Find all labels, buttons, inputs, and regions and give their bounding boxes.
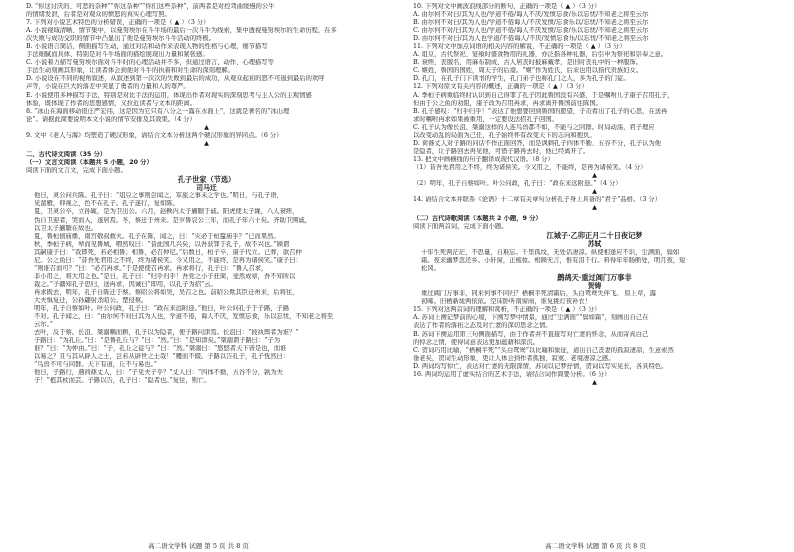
text-line: “鸟兽不可与同群。天下有道，丘不与易也。” xyxy=(34,361,157,369)
text-line: C. 孔子认为像长沮、桀溺这样的人连鸟兽都不如，不能与之同群。时局动荡，君子理应 xyxy=(413,123,655,131)
text-line: 冉求既去，明年，孔子自陈迁于蔡。蔡昭公将如吴，吴召之也。前昭公欺其臣迁州来，后将往， xyxy=(34,288,299,296)
page-footer: 高二语文学科 试题 第 5 页 共 8 页 xyxy=(148,542,249,550)
text-line: B. 苏词下阕运用第三句侧面描写，由于作者并不直接写对亡妻的怀念，从而寄真白己 xyxy=(413,330,649,338)
text-line: 8. “冰山在海面移动很庄严宏伟，这是因为它只有八分之一露在水面上”，这就是著名的“冰山理 xyxy=(26,107,290,115)
poem-body xyxy=(413,249,776,273)
text-line: A. 由尔何不对曰/其为人也/学道不倦/诲人不厌/发愤忘食/乐以忘忧/不知老之将至云尔 xyxy=(413,11,649,19)
text-line: 表达了作者的落拓之态及对亡妻的深切思念之情。 xyxy=(413,322,552,330)
right-page xyxy=(397,0,794,552)
text-line: 子！”植其杖而芸。子路以告，孔子曰：“隐者也。”复往，则亡。 xyxy=(34,377,211,385)
text-line: 霜。夜来幽梦忽还乡。小轩窗，正梳妆。相顾无言，惟有泪千行。料得年年肠断处，明月夜，短 xyxy=(421,256,686,264)
text-line: D. “你这讨厌的、可恶的杂种”“你这杂种”“你们这些杂种”，前两者是对控驾曲缓慢的公牛 xyxy=(26,3,275,10)
text-line: 体验，既体现了作者的思想感情，又拉近读者与文本的距离。 xyxy=(26,99,197,107)
text-line: D. 荷蓧丈人对子路的问话不作正面回答，而是讽刺孔子四体不勤、五谷不分，孔子认为他 xyxy=(413,139,662,147)
text-line: 裁之。”子赣知孔子思归，送冉求，因诫曰“即用，以孔子为招”云。 xyxy=(34,280,217,288)
text-line: 10. 下列对文中画波浪线部分的断句，正确的一项是（ ▲ ）（3 分） xyxy=(413,3,601,10)
instruction-text: 阅读下面的文言文，完成下面小题。 xyxy=(26,166,127,174)
text-line: 伪自卫迎者，哭而入，遂居焉。冬，蔡迁于州来。是岁鲁哀公三年，而孔子年六十矣。齐助卫围戚， xyxy=(34,216,312,224)
text-line: 松冈。 xyxy=(421,264,440,272)
text-line: 的情绪发泄，后者是对观众的愤怒的真实心理写照。 xyxy=(26,11,171,19)
text-line: 初晞。旧栖新垅两依依。空床卧听南窗雨，谁复挑灯夜补衣！ xyxy=(421,298,592,306)
page-footer: 高二语文学科 试题 第 6 页 共 8 页 xyxy=(545,542,646,550)
text-line: D. 孔门，在孔子门下读书的学生，孔门弟子也称孔门之人，多为孔子的门徒。 xyxy=(413,75,630,83)
text-line: B. 小说语言简洁，侧面描写生动，通过对话和动作来表现人物的性格与心理，细节描写 xyxy=(26,43,268,51)
text-line: 夏，卫灵公卒，立孙辄，是为卫出公。六月，赵鞅内太子蒯聩于戚。阳虎使太子絻，八人衰绖， xyxy=(34,208,299,216)
text-line: 手法生动刻画其形象，让读者体会到他对斗牛的执着和对生命的深刻理解。 xyxy=(26,67,234,75)
text-line: 不对。孔子闻之，曰：“由尔何不对曰其为人也，学道不倦，诲人不厌，发愤忘食，乐以忘忧，不知老之将至 xyxy=(34,313,334,321)
text-line: 手法细腻而具体，特别是对斗牛场面的描绘展现出力量和紧张感。 xyxy=(26,51,209,59)
text-line: B. 孔子感叹：“归乎归乎！”表达了他想要回到鲁国的愿望，子贡看出了孔子的心思，在送冉 xyxy=(413,107,668,115)
answer-marker: ▲ xyxy=(592,378,597,386)
text-line: 14. 请结合文本并联系《论语》十二章有关章句分析孔子身上具备的“君子”品格。（3 分） xyxy=(413,196,661,204)
passage-author: 司马迁 xyxy=(196,183,217,192)
answer-marker: ▲ xyxy=(592,204,597,212)
text-line: 以卫太子蒯聩在故也。 xyxy=(34,224,97,232)
text-line: “则谁召而可？”曰：“必召冉求。”于是使使召冉求。冉求将行，孔子曰：“鲁人召求， xyxy=(34,264,268,272)
section-heading: 二、古代诗文阅读（35 分） xyxy=(26,150,107,158)
text-line: 垂老矣，贺词生动形象，更让人体会到作者孤独、寂寞、老境凄凉之感。 xyxy=(413,354,615,362)
right-questions xyxy=(413,3,776,212)
text-line: B. 衰绖，丧服名，用麻布制成，古人居丧时披麻戴孝，是旧时丧礼中的一种服饰。 xyxy=(413,59,643,67)
text-line: C. 姬姓，鲁国的国姓，周天子的后裔。“姬”作为姓氏，后来也用以指代贵族妇女。 xyxy=(413,67,643,75)
text-line: 他日，子路行，遇荷蓧丈人，曰：“子见夫子乎？”丈人曰：“四体不勤，五谷不分，孰为夫 xyxy=(34,369,283,377)
text-line: A. 季桓子病重临终时认识到自己得罪了孔子因此鲁国没有兴盛，于是嘱咐儿子康子召用孔子， xyxy=(413,91,674,99)
text-line: 非小用之，将大用之也。”是日，孔子曰：“归乎归乎！吾党之小子狂简，斐然成章，吾不知所以 xyxy=(34,272,296,280)
text-line: 次失败与成功交织的情节中凸显出了他是曼努埃尔斗牛活动的终极。 xyxy=(26,35,215,43)
text-line: 谁？”曰：“为仲由。”曰：“子，孔丘之徒与？”曰：“然。”桀溺曰：“悠悠者天下皆是也，而谁 xyxy=(34,345,287,353)
text-line: 但由于公之鱼的劝阻，康子改为召用冉求，冉求离开鲁国前往陈国。 xyxy=(413,99,602,107)
text-line: 声等，小说在巨大的落差中突显了勇者的力量和人的尊严。 xyxy=(26,83,190,91)
text-line: 大夫惧复迁，公孙翩射杀昭公。楚侵蔡。 xyxy=(34,297,148,304)
right-questions xyxy=(413,306,776,386)
poem-body xyxy=(413,290,776,306)
text-line: 以易之？且与其从辟人之士，岂若从辟世之士哉！”耰而不辍。子路以告孔子，孔子怃然曰： xyxy=(34,353,290,361)
text-line: （2）明年，孔子自蔡如叶。叶公问政，孔子曰：“政在来远附迩。”（4 分） xyxy=(413,180,622,188)
subsection-heading: （二）古代诗歌阅读（本题共 2 小题，9 分） xyxy=(413,215,542,223)
passage-body xyxy=(26,192,387,385)
instruction-text: 阅读下面两首词，完成下面小题。 xyxy=(413,223,508,231)
text-line: 16. 两词均运用了虚实结合的艺术手法，请结合词作简要分析。（6 分） xyxy=(413,370,611,378)
text-line: 秋，季桓子病，辇而见鲁城，喟然叹曰：“昔此国几兴矣，以吾获罪于孔子，故不兴也。”顾谓 xyxy=(34,240,290,248)
answer-marker: ▲ xyxy=(204,123,209,131)
text-line: D. 两词均写悼亡，表达对亡妻的无限深情，苏词以记梦抒情，贺词以写实见长，各具特色。 xyxy=(413,362,668,370)
text-line: 明年，孔子自蔡如叶。叶公问政，孔子曰：“政在来远附迩。”他日，叶公问孔子于子路，子路 xyxy=(34,305,290,313)
answer-marker: ▲ xyxy=(204,139,209,147)
text-line: 以改变动乱的局面为己任，孔子始终怀有改变天下的志向和抱负。 xyxy=(413,131,596,139)
text-line: C. 贺词巧用比喻，“梧桐半死”“头白鸳鸯”以比喻和象征，道出自己丧妻的孤寂凄凉，生意索然 xyxy=(413,346,674,354)
text-line: 他日，灵公问兵陈。孔子曰：“俎豆之事则尝闻之，军旅之事未之学也。”明日，与孔子语， xyxy=(34,192,283,200)
text-line: 7. 下列对小说艺术特色的分析错误，正确的一项是（ ▲ ）（3 分） xyxy=(26,19,210,27)
subsection-heading: （一）文言文阅读（本题共 5 小题，20 分） xyxy=(26,158,153,166)
text-line: 尼。公之鱼曰：“昔吾先君用之不终，终为诸侯笑。今又用之，不能终，是再为诸侯笑。”康子曰： xyxy=(34,256,302,264)
text-line: 9. 文中《老人与海》均塑造了硬汉形象，请结合文本分析这两个硬汉形象的异同点。（6 分） xyxy=(26,131,283,139)
text-line: 夏，鲁桓僖庙燔，南宫敬叔救火。孔子在陈，闻之，曰：“灾必于桓釐庙乎？”已而果然。 xyxy=(34,232,280,240)
text-line: 十年生死两茫茫，不思量，自难忘。千里孤坟，无处话凄凉。纵使相逢应不识，尘满面，鬓如 xyxy=(421,248,680,256)
text-line: 见蜚雁，仰视之，色不在孔子。孔子遂行，复如陈。 xyxy=(34,200,179,208)
text-line: 15. 下列对这两首词的理解和赏析，不正确的一项是（ ▲ ）（3 分） xyxy=(413,306,601,314)
poem-title: 江城子·乙卯正月二十日夜记梦 xyxy=(546,231,643,241)
text-line: 其嗣康子曰：“我即死，若必相鲁；相鲁，必召仲尼。”后数日，桓子卒，康子代立。已葬，欲召仲 xyxy=(34,248,302,256)
passage-title: 孔子世家（节选） xyxy=(177,174,236,184)
text-line: 11. 下列对文中加点词语的相关内容的解说，不正确的一项是（ ▲ ）（3 分） xyxy=(413,43,626,51)
text-line: 12. 下列对原文有关内容的概述，正确的一项是（ ▲ ）（3 分） xyxy=(413,83,588,91)
poem-author: 苏轼 xyxy=(587,240,602,249)
text-line: A. 俎豆，古代祭祀、宴飨时盛食物用的礼器，亦泛指各种礼器，后引申为祭祀和崇奉之意。 xyxy=(413,51,668,59)
text-line: 重过阊门万事非，同来何事不同归？梧桐半死清霜后，头白鸳鸯失伴飞。 原上草，露 xyxy=(421,290,656,298)
answer-marker: ▲ xyxy=(592,188,597,196)
answer-marker: ▲ xyxy=(592,171,597,179)
poem-title: 鹧鸪天·重过阊门万事非 xyxy=(557,272,632,282)
text-line: E. 小说使用多种描写手法，特别是对比手法的运用，体现出作者对现实的深刻思考与主人公的主观情感 xyxy=(26,91,312,99)
text-line: 的悼念之情，使得词意表达更加蕴藉和深沉。 xyxy=(413,338,539,346)
left-questions xyxy=(26,3,387,148)
text-line: A. 苏词上阕记梦前的心境，下阕写梦中情景，通过“尘满面”“鬓如霜”，刻画出自己在 xyxy=(413,314,649,322)
text-line: 13. 把文中画横线的句子翻译成现代汉语。（8 分） xyxy=(413,155,554,163)
text-line: C. 小说着力描写曼努埃尔面对斗牛时的心理活动并不多，但通过语言、动作、心理描写等 xyxy=(26,59,274,67)
text-line: 云尔。” xyxy=(34,321,53,329)
text-line: D. 由尔何不对曰/其为人也学道/不倦诲人/不厌/发愤忘食乐/以忘忧/不知老之将至云尔 xyxy=(413,35,649,43)
poem-author: 贺铸 xyxy=(587,281,602,290)
text-line: D. 小说设在不同的视角叙述，从叙述到第一次次的失败到最后的成功，从观众起初的怒不可遏到最后的欢呼 xyxy=(26,75,325,83)
text-line: C. 由尔何不对/曰其为人也/学道不倦/诲人不厌发愤/忘食/乐以忘忧/不知老之将至云尔 xyxy=(413,27,649,35)
text-line: 去叶，反于蔡。长沮、桀溺耦而耕，孔子以为隐者，使子路问津焉。长沮曰：“彼执舆者为谁？” xyxy=(34,329,299,337)
text-line: 子路曰：“为孔丘。”曰：“是鲁孔丘与？”曰：“然。”曰：“是知津矣。”桀溺谓子路曰：“子为 xyxy=(34,337,281,345)
text-line: 是隐者，让子路回去再见他，可惜子路再去时，他已经离开了。 xyxy=(413,147,590,155)
text-line: 求时嘱咐冉求如果被重用，一定要设法招孔子回国。 xyxy=(413,115,558,123)
text-line: 论”。请据此简要说明本文小说的情节安排及其效果。（4 分） xyxy=(26,115,196,123)
text-line: B. 由尔何不对曰/其为人也/学道不倦诲人/不厌发愤/忘食乐以/忘忧/不知老之将至云尔 xyxy=(413,19,649,27)
text-line: （1）昔吾先君用之不终，终为诸侯笑。今又用之，不能终，是再为诸侯笑。（4 分） xyxy=(413,163,647,171)
text-line: A. 小说视域清晰、情节集中，以曼努埃尔在斗牛场的最后一次斗牛为线索，集中透视曼努埃尔的生命历程，在多 xyxy=(26,27,337,35)
